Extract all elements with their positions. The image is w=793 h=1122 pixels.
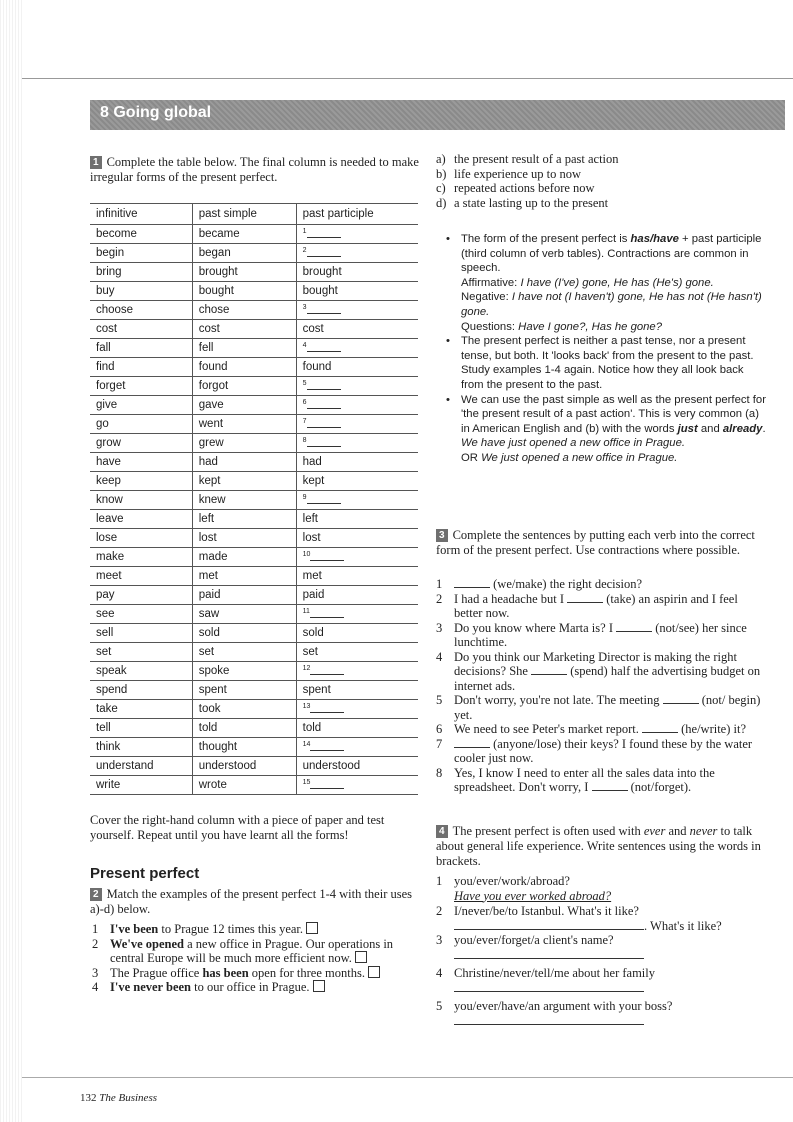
past-simple-cell: left [192,510,296,529]
blank-number: 14 [302,740,311,748]
table-row [90,491,418,510]
table-row [90,738,418,757]
past-participle-cell: brought [296,263,418,282]
infinitive-cell: tell [90,719,192,738]
ex1-after-text: Cover the right-hand column with a piece of paper and test yourself. Repeat until you have learnt all the forms! [90,813,385,842]
table-row [90,776,418,795]
infinitive-cell: pay [90,586,192,605]
table-row [90,301,418,320]
ex4-item: 5 you/ever/have/an argument with your boss? [436,999,766,1028]
table-row [90,548,418,567]
past-participle-cell: met [296,567,418,586]
blank-number: 13 [302,702,311,710]
past-simple-cell: made [192,548,296,567]
use-item: d) a state lasting up to the present [436,195,609,210]
past-simple-cell: spoke [192,662,296,681]
ex4-item: 4 Christine/never/tell/me about her family [436,966,766,995]
infinitive-cell: see [90,605,192,624]
infinitive-cell: make [90,548,192,567]
ex3-number: 3 [436,529,448,542]
col-infinitive: infinitive [90,204,192,225]
section-title: 8 Going global [100,104,212,121]
blank-line [307,380,341,390]
past-simple-cell: wrote [192,776,296,795]
answer-blank-cell[interactable] [296,548,418,567]
blank-number: 10 [302,550,311,558]
past-simple-cell: paid [192,586,296,605]
blank-line [310,741,344,751]
past-participle-cell: kept [296,472,418,491]
ex4-item: 1 you/ever/work/abroad? Have you ever worked abroad? [436,874,612,903]
table-row [90,377,418,396]
blank-number: 8 [302,436,307,444]
note-bullet: • The form of the present perfect is has/have + past participle (third column of verb tables). Contractions are common in speech. Affirmative: I have (I've) gone, He has (He's) gone. Negative: I have not (I haven't) gone, He has not (He hasn't) gone. Questions: Have I gone?, Has he gone? [436,232,766,334]
ex3-item: 4 Do you think our Marketing Director is making the right decisions? She (spend) half the advertising budget on internet ads. [436,649,761,693]
answer-blank-cell[interactable] [296,662,418,681]
brand-name: The Business [99,1092,157,1104]
use-item: b) life experience up to now [436,166,582,181]
blank-line [307,247,341,257]
table-row [90,339,418,358]
infinitive-cell: know [90,491,192,510]
blank-number: 12 [302,664,311,672]
answer-blank-cell[interactable] [296,415,418,434]
blank-line [307,494,341,504]
answer-line[interactable] [454,948,644,959]
answer-blank-cell[interactable] [296,377,418,396]
infinitive-cell: fall [90,339,192,358]
past-simple-cell: forgot [192,377,296,396]
past-simple-cell: found [192,358,296,377]
answer-blank-cell[interactable] [296,244,418,263]
infinitive-cell: take [90,700,192,719]
page-edge [0,0,22,1122]
blank-number: 11 [302,607,310,615]
infinitive-cell: find [90,358,192,377]
top-rule [22,78,793,79]
table-row [90,358,418,377]
past-simple-cell: began [192,244,296,263]
blank-line [307,437,341,447]
table-row [90,472,418,491]
blank-line [310,551,344,561]
ex2-instruction: 2 Match the examples of the present perfect 1-4 with their uses a)-d) below. [90,887,413,916]
table-row [90,415,418,434]
ex4-item: 3 you/ever/forget/a client's name? [436,933,766,962]
grammar-notes [436,232,766,466]
ex3-item: 8 Yes, I know I need to enter all the sales data into the spreadsheet. Don't worry, I (not/forget). [436,765,715,794]
answer-blank-cell[interactable] [296,396,418,415]
ex2-item: 1 I've been to Prague 12 times this year. [92,922,422,937]
blank-number: 2 [302,246,307,254]
page-footer [80,1092,157,1104]
past-participle-cell: bought [296,282,418,301]
answer-blank-cell[interactable] [296,434,418,453]
past-simple-cell: cost [192,320,296,339]
table-row [90,225,418,244]
blank-line [307,304,341,314]
ex3-item: 5 Don't worry, you're not late. The meeting (not/ begin) yet. [436,693,761,722]
infinitive-cell: speak [90,662,192,681]
past-simple-cell: understood [192,757,296,776]
table-row [90,396,418,415]
infinitive-cell: meet [90,567,192,586]
infinitive-cell: sell [90,624,192,643]
table-row [90,643,418,662]
ex3-item: 2 I had a headache but I (take) an aspirin and I feel better now. [436,591,738,620]
answer-blank[interactable] [616,621,652,632]
ex2-item: 3 The Prague office has been open for three months. [92,966,422,981]
past-simple-cell: spent [192,681,296,700]
table-row [90,434,418,453]
ex2-list [92,922,422,995]
infinitive-cell: buy [90,282,192,301]
past-simple-cell: lost [192,529,296,548]
answer-blank[interactable] [454,737,490,748]
blank-number: 4 [302,341,307,349]
past-simple-cell: set [192,643,296,662]
past-simple-cell: gave [192,396,296,415]
infinitive-cell: set [90,643,192,662]
blank-line [310,779,344,789]
answer-line[interactable] [454,981,644,992]
blank-line [310,703,344,713]
answer-blank-cell[interactable] [296,738,418,757]
infinitive-cell: leave [90,510,192,529]
answer-blank-cell[interactable] [296,339,418,358]
table-row [90,567,418,586]
answer-blank[interactable] [663,693,699,704]
blank-number: 5 [302,379,307,387]
past-simple-cell: knew [192,491,296,510]
blank-number: 1 [302,227,307,235]
ex4-instruction: 4 The present perfect is often used with ever and never to talk about general life experience. Write sentences using the words in brackets. [436,824,761,868]
infinitive-cell: grow [90,434,192,453]
infinitive-cell: become [90,225,192,244]
col-past-simple: past simple [192,204,296,225]
past-simple-cell: took [192,700,296,719]
past-simple-cell: sold [192,624,296,643]
present-perfect-heading: Present perfect [90,865,200,882]
past-participle-cell: set [296,643,418,662]
table-row [90,586,418,605]
ex4-number: 4 [436,825,448,838]
past-participle-cell: found [296,358,418,377]
col-past-participle: past participle [296,204,418,225]
ex1-number: 1 [90,156,102,169]
ex1-instruction: 1 Complete the table below. The final column is needed to make irregular forms of the present perfect. [90,155,419,184]
past-participle-cell: cost [296,320,418,339]
table-row [90,510,418,529]
table-row [90,719,418,738]
ex3-item: 7 (anyone/lose) their keys? I found these by the water cooler just now. [436,736,753,765]
past-participle-cell: understood [296,757,418,776]
blank-number: 15 [302,778,311,786]
past-simple-cell: grew [192,434,296,453]
infinitive-cell: think [90,738,192,757]
infinitive-cell: forget [90,377,192,396]
use-item: a) the present result of a past action [436,152,619,166]
answer-blank-cell[interactable] [296,700,418,719]
ex3-item: 6 We need to see Peter's market report. (he/write) it? [436,722,747,736]
past-participle-cell: lost [296,529,418,548]
blank-line [307,399,341,409]
answer-blank-cell[interactable] [296,491,418,510]
note-bullet: • We can use the past simple as well as the present perfect for 'the present result of a past action'. This is very common (a) in American English and (b) with the words just and already. We have just opened a new office in Prague. OR We just opened a new office in Prague. [436,393,766,466]
answer-blank[interactable] [567,592,603,603]
blank-line [307,418,341,428]
infinitive-cell: go [90,415,192,434]
infinitive-cell: write [90,776,192,795]
past-simple-cell: had [192,453,296,472]
table-row [90,662,418,681]
answer-blank-cell[interactable] [296,605,418,624]
blank-line [310,665,344,675]
infinitive-cell: understand [90,757,192,776]
answer-blank[interactable] [642,722,678,733]
answer-blank[interactable] [454,577,490,588]
past-simple-cell: thought [192,738,296,757]
ex3-item: 1 (we/make) the right decision? [436,577,643,591]
past-simple-cell: saw [192,605,296,624]
past-simple-cell: went [192,415,296,434]
table-header [90,204,418,225]
use-item: c) repeated actions before now [436,181,595,195]
ex3-item: 3 Do you know where Marta is? I (not/see) her since lunchtime. [436,620,747,649]
infinitive-cell: have [90,453,192,472]
infinitive-cell: lose [90,529,192,548]
past-simple-cell: kept [192,472,296,491]
blank-number: 6 [302,398,307,406]
past-participle-cell: paid [296,586,418,605]
blank-line [310,608,344,618]
table-row [90,757,418,776]
example-answer: Have you ever worked abroad? [454,888,612,903]
answer-checkbox[interactable] [368,966,380,978]
infinitive-cell: give [90,396,192,415]
past-participle-cell: sold [296,624,418,643]
past-simple-cell: bought [192,282,296,301]
table-row [90,453,418,472]
answer-blank-cell[interactable] [296,301,418,320]
section-banner [90,100,785,130]
ex2-item: 2 We've opened a new office in Prague. Our operations in central Europe will be much more efficient now. [92,936,394,965]
ex4-list [436,874,766,1028]
infinitive-cell: spend [90,681,192,700]
ex2-number: 2 [90,888,102,901]
infinitive-cell: choose [90,301,192,320]
infinitive-cell: keep [90,472,192,491]
infinitive-cell: cost [90,320,192,339]
past-simple-cell: brought [192,263,296,282]
answer-line[interactable] [454,919,644,930]
uses-list [436,152,766,210]
past-participle-cell: spent [296,681,418,700]
past-participle-cell: left [296,510,418,529]
ex4-item: 2 I/never/be/to Istanbul. What's it like? . What's it like? [436,904,722,933]
ex3-instruction: 3 Complete the sentences by putting each verb into the correct form of the present perfect. Use contractions where possible. [436,528,755,557]
past-simple-cell: became [192,225,296,244]
blank-number: 3 [302,303,307,311]
past-simple-cell: told [192,719,296,738]
table-row [90,700,418,719]
past-participle-cell: had [296,453,418,472]
answer-blank-cell[interactable] [296,776,418,795]
ex2-item: 4 I've never been to our office in Prague. [92,980,422,995]
past-simple-cell: chose [192,301,296,320]
answer-checkbox[interactable] [306,922,318,934]
past-simple-cell: met [192,567,296,586]
answer-line[interactable] [454,1014,644,1025]
table-row [90,605,418,624]
table-row [90,529,418,548]
blank-line [307,342,341,352]
table-row [90,320,418,339]
table-row [90,282,418,301]
table-row [90,624,418,643]
ex3-list [436,577,766,795]
blank-number: 7 [302,417,307,425]
bottom-rule [22,1077,793,1078]
note-bullet: • The present perfect is neither a past tense, nor a present tense, but both. It 'looks back' from the present to the past. Study examples 1-4 again. Notice how they all look back from the present to the past. [436,334,766,392]
answer-checkbox[interactable] [355,951,367,963]
answer-blank[interactable] [531,664,567,675]
answer-checkbox[interactable] [313,980,325,992]
table-row [90,244,418,263]
infinitive-cell: begin [90,244,192,263]
infinitive-cell: bring [90,263,192,282]
past-participle-cell: told [296,719,418,738]
table-row [90,263,418,282]
page-number: 132 [80,1092,97,1104]
past-simple-cell: fell [192,339,296,358]
answer-blank-cell[interactable] [296,225,418,244]
blank-number: 9 [302,493,307,501]
answer-blank[interactable] [592,780,628,791]
table-row [90,681,418,700]
blank-line [307,228,341,238]
verb-table [90,203,418,795]
